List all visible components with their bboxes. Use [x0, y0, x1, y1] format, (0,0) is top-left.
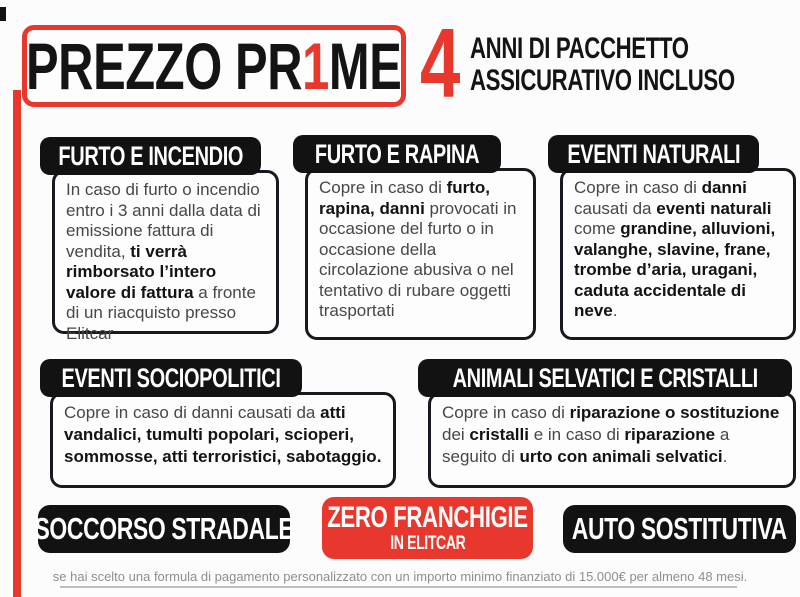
card-header-eventi-naturali: [548, 135, 759, 173]
badge-zero-franchigie-line2: IN ELITCAR: [389, 533, 466, 554]
four-years-number: [420, 8, 474, 118]
four-years-digit: 4: [420, 8, 460, 118]
card-body-furto-e-incendio: [52, 170, 279, 343]
page-title: [26, 29, 402, 103]
title-pre: PREZZO PR: [26, 29, 303, 103]
badge-auto-sostitutiva-label: AUTO SOSTITUTIVA: [572, 511, 787, 546]
corner-mark: [0, 7, 6, 21]
footer-disclaimer: se hai scelto una formula di pagamento personalizzato con un importo minimo finanziato di 15.000€ per almeno 48 mesi.: [52, 569, 748, 584]
badge-soccorso-stradale: [34, 505, 294, 553]
card-title-animali-selvatici-e-cristalli: ANIMALI SELVATICI E CRISTALLI: [452, 362, 758, 393]
badge-soccorso-stradale-label: SOCCORSO STRADALE: [34, 511, 294, 546]
card-header-furto-e-incendio: [40, 137, 261, 175]
title-highlight-1: 1: [302, 29, 330, 103]
card-header-furto-e-rapina: [293, 135, 501, 173]
badge-auto-sostitutiva: [563, 505, 796, 553]
card-title-furto-e-incendio: FURTO E INCENDIO: [58, 140, 243, 171]
red-accent-line: [13, 90, 21, 597]
card-text-furto-e-incendio: In caso di furto o incendio entro i 3 anni dalla data di emissione fattura di vendita, ti verrà rimborsato l’intero valore di fattura a fronte di un riacquisto presso Elitcar: [66, 180, 261, 343]
subtitle-line2: ASSICURATIVO INCLUSO: [470, 64, 735, 98]
subtitle: [470, 33, 800, 98]
card-body-eventi-sociopolitici: [50, 392, 396, 488]
card-title-furto-e-rapina: FURTO E RAPINA: [314, 138, 480, 169]
card-text-animali-selvatici-e-cristalli: Copre in caso di riparazione o sostituzione dei cristalli e in caso di riparazione a seguito di urto con animali selvatici.: [442, 403, 780, 467]
card-body-eventi-naturali: [560, 168, 796, 340]
title-post: ME: [329, 29, 402, 103]
card-text-eventi-sociopolitici: Copre in caso di danni causati da atti vandalici, tumulti popolari, scioperi, sommosse, atti terroristici, sabotaggio.: [64, 403, 382, 467]
card-text-eventi-naturali: Copre in caso di danni causati da eventi naturali come grandine, alluvioni, valanghe, slavine, frane, trombe d’aria, uragani, caduta accidentale di neve.: [574, 178, 776, 321]
card-text-furto-e-rapina: Copre in caso di furto, rapina, danni provocati in occasione del furto o in occasione della circolazione abusiva o nel tentativo di rubare oggetti trasportati: [319, 178, 517, 321]
card-title-eventi-sociopolitici: EVENTI SOCIOPOLITICI: [61, 362, 281, 393]
card-header-animali-selvatici-e-cristalli: [418, 359, 792, 397]
subtitle-line1: ANNI DI PACCHETTO: [470, 32, 689, 65]
badge-zero-franchigie: [322, 497, 533, 559]
bottom-divider: [60, 586, 737, 588]
card-title-eventi-naturali: EVENTI NATURALI: [567, 138, 740, 169]
card-body-animali-selvatici-e-cristalli: [428, 392, 796, 488]
card-body-furto-e-rapina: [305, 168, 536, 340]
card-header-eventi-sociopolitici: [40, 359, 302, 397]
badge-zero-franchigie-line1: ZERO FRANCHIGIE: [327, 501, 528, 534]
title-box: [22, 25, 406, 107]
